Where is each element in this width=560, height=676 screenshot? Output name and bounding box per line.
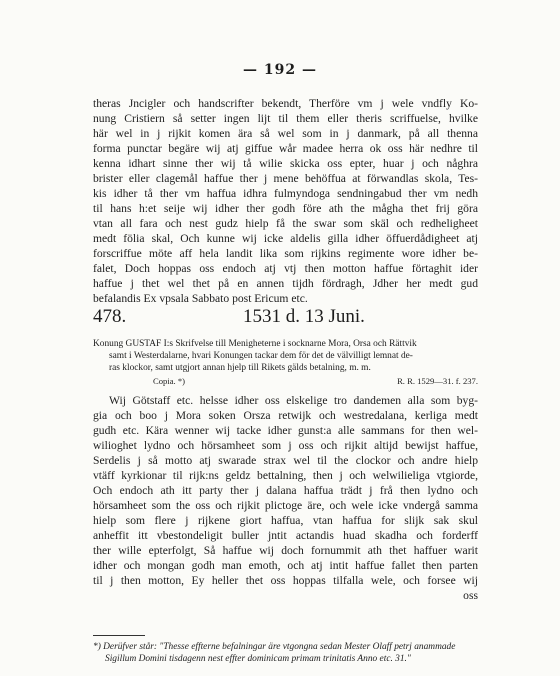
text-line: gia och boo j Mora soken Orsza retwijk och westredalana, kerliga medt <box>93 409 478 422</box>
text-line: kenna idhart sinne ther wij tå wilie skicka oss epter, huar j och någhra <box>93 157 478 170</box>
text-line: haffue j thet wel thet på en annen tijdh fördragh, Jdher her medt gud <box>93 277 478 290</box>
text-line: idher och mongan godh man emoth, och atj intit haffue fallet then parten <box>93 559 478 572</box>
text-line: ther wille epterfolgt, Så haffue wij doch fornummit ath thet haffuer warit <box>93 544 478 557</box>
text-line: wilioghet lydno och hörsamheet som j oss och rijkit altijd bewijst haffue, <box>93 439 478 452</box>
text-line: forscriffue möte aff hela landit lika som rijkins regimente wore idher be- <box>93 247 478 260</box>
summary-line: samt i Westerdalarne, hvari Konungen tackar dem för det de välvilligt lemnat de- <box>109 351 413 361</box>
text-line: falet, Doch hoppas oss endoch atj vtj then motton haffue förtaghit ider <box>93 262 478 275</box>
previous-letter-text <box>93 96 478 306</box>
text-line: brister eller clagemål haffue ther j mene behöffua at förwandlas skola, Tes- <box>93 172 478 185</box>
catchword: oss <box>463 589 478 602</box>
entry-summary <box>93 338 478 374</box>
text-line: hielp som flere j rijkene giort haffua, vtan haffua for slijk sak skul <box>93 514 478 527</box>
text-line: til j then motton, Ey heller thet oss hoppas tilfalla wele, och forsee wij <box>93 574 478 587</box>
text-line: medt fölia skal, Och kunne wij icke aldelis gilla idher öffuerdådigheet atj <box>93 232 478 245</box>
page-number: — 192 — <box>243 62 317 78</box>
entry-source <box>93 376 478 388</box>
text-line: nung Cristiern så setter ingen lijt til them eller theris scriffuelse, hvilke <box>93 112 478 125</box>
summary-line: Konung GUSTAF I:s Skrifvelse till Menigheterne i socknarne Mora, Orsa och Rättvik <box>93 339 417 349</box>
entry-heading <box>93 306 478 330</box>
text-line: til hans h:et seije wij idher ther godh före ath the mågha thet frij göra <box>93 202 478 215</box>
text-line: anheffit itt vbestondeligit buller jntit actandis huad skadha och forderff <box>93 529 478 542</box>
footnote-divider <box>93 635 145 636</box>
copia-label: Copia. *) <box>153 376 185 386</box>
text-line: vtan all fara och nest gudz hielp få the swar som skäl och redheligheet <box>93 217 478 230</box>
letter-body <box>93 393 478 603</box>
text-line: gudh etc. Kära wenner wij tacke idher gunst:a alle sammans for then wel- <box>93 424 478 437</box>
footnote-line: Sigillum Domini tisdagenn nest effter dominicam primam trinitatis Anno etc. 31." <box>105 654 411 664</box>
footnote <box>93 641 478 665</box>
footnote-line: *) Derüfver står: "Thesse effterne befalningar äre vtgongna sedan Mester Olaff petrj anammade <box>93 642 456 652</box>
text-line: hörsamheet som the oss och rijkit plictoge äre, och wele icke vndergå samma <box>93 499 478 512</box>
text-line: befalandis Ex vpsala Sabbato post Ericum etc. <box>93 292 308 305</box>
archive-reference: R. R. 1529—31. f. 237. <box>397 376 478 386</box>
text-line: Serdelis j så motto atj swarade strax wel til the clockor och andre hielp <box>93 454 478 467</box>
summary-line: ras klockor, samt utgjort annan hjelp till Rikets gälds betalning, m. m. <box>109 363 371 373</box>
text-line: Och endoch ath itt party ther j dalana haffua trädt j frå then lydno och <box>93 484 478 497</box>
text-line: Wij Götstaff etc. helsse idher oss elskelige tro dandemen alla som byg- <box>109 394 478 407</box>
text-line: vtäff kyrkionar til rijk:ns geldz bettalning, then j och welwilieliga vtgiorde, <box>93 469 478 482</box>
text-line: theras Jncigler och handscrifter bekendt, Therföre vm j wele vndfly Ko- <box>93 97 478 110</box>
text-line: här wel in j rijkit komen ära så wel som in j danmark, på all thenna <box>93 127 478 140</box>
entry-number: 478. <box>93 306 127 327</box>
entry-date: 1531 d. 13 Juni. <box>243 306 365 327</box>
text-line: kis idher tå ther vm haffua idhra fulmyndoga sendningabud ther vm nedh <box>93 187 478 200</box>
text-line: forma punctar begäre wij atj giffue wår madee herra ok oss här nedhre til <box>93 142 478 155</box>
